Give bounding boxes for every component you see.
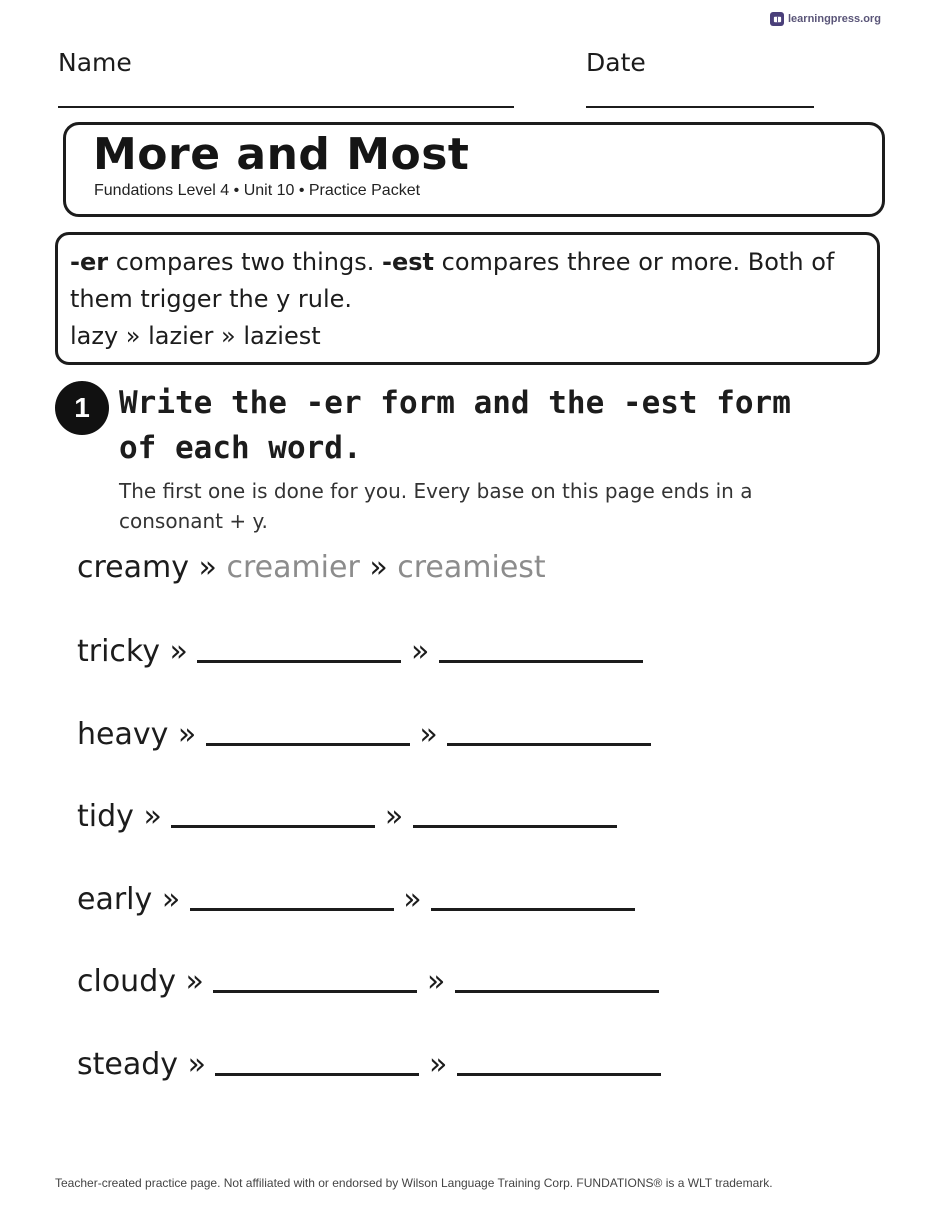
est-answer-blank[interactable] (431, 878, 635, 911)
exercise-row (77, 960, 659, 1002)
er-answer-blank[interactable] (213, 960, 417, 993)
rule-box (55, 232, 880, 365)
step-number-badge: 1 (55, 381, 109, 435)
est-answer-blank[interactable] (457, 1043, 661, 1076)
est-answer-blank[interactable] (439, 630, 643, 663)
brand-logo (770, 12, 881, 26)
exercise-row (77, 713, 651, 755)
separator: » (427, 964, 446, 999)
separator: » (177, 717, 197, 752)
rule-text (70, 244, 865, 318)
rule-example: lazy » lazier » laziest (70, 322, 321, 350)
exercise-row (77, 1043, 661, 1085)
separator: » (143, 799, 162, 834)
exercise-word: heavy (77, 717, 169, 752)
name-field-line[interactable] (58, 106, 514, 108)
er-answer-blank[interactable] (215, 1043, 419, 1076)
separator: » (384, 799, 404, 834)
title-card (63, 122, 885, 217)
separator: » (419, 717, 438, 752)
example-word: creamy (77, 550, 189, 585)
separator: » (198, 550, 217, 585)
est-answer-blank[interactable] (413, 795, 617, 828)
exercise-row (77, 878, 635, 920)
separator: » (187, 1047, 206, 1082)
separator: » (369, 550, 388, 585)
exercise-row (77, 630, 643, 672)
exercise-word: tidy (77, 799, 134, 834)
separator: » (161, 882, 181, 917)
separator: » (169, 634, 188, 669)
exercise-row (77, 795, 617, 837)
est-answer-blank[interactable] (447, 713, 651, 746)
name-label: Name (58, 48, 132, 77)
rule-suffix-er: -er (70, 248, 109, 276)
rule-suffix-est: -est (382, 248, 434, 276)
rule-text-a: compares two things. (108, 248, 382, 276)
er-answer-blank[interactable] (197, 630, 401, 663)
footer-disclaimer: Teacher-created practice page. Not affiliated with or endorsed by Wilson Language Training Corp. FUNDATIONS® is a WLT trademark. (55, 1176, 773, 1190)
book-icon (770, 12, 784, 26)
exercise-word: cloudy (77, 964, 176, 999)
est-answer-blank[interactable] (455, 960, 659, 993)
exercise-word: steady (77, 1047, 179, 1082)
example-er-answer: creamier (226, 550, 360, 585)
brand-text: learningpress.org (788, 13, 881, 25)
example-est-answer: creamiest (397, 550, 546, 585)
separator: » (410, 634, 430, 669)
example-row (77, 548, 546, 588)
date-field-line[interactable] (586, 106, 814, 108)
separator: » (429, 1047, 448, 1082)
exercise-word: early (77, 882, 153, 917)
page-title: More and Most (93, 129, 470, 180)
er-answer-blank[interactable] (206, 713, 410, 746)
er-answer-blank[interactable] (190, 878, 394, 911)
separator: » (185, 964, 204, 999)
separator: » (403, 882, 422, 917)
step-note: The first one is done for you. Every base on this page ends in a consonant + y. (119, 479, 753, 533)
page-subtitle: Fundations Level 4 • Unit 10 • Practice Packet (94, 182, 421, 199)
step-heading: Write the -er form and the -est form of each word. (119, 385, 791, 466)
exercise-word: tricky (77, 634, 160, 669)
date-label: Date (586, 48, 646, 77)
rule-text-b: compares three or more. Both of them trigger the y rule. (70, 248, 835, 313)
er-answer-blank[interactable] (171, 795, 375, 828)
